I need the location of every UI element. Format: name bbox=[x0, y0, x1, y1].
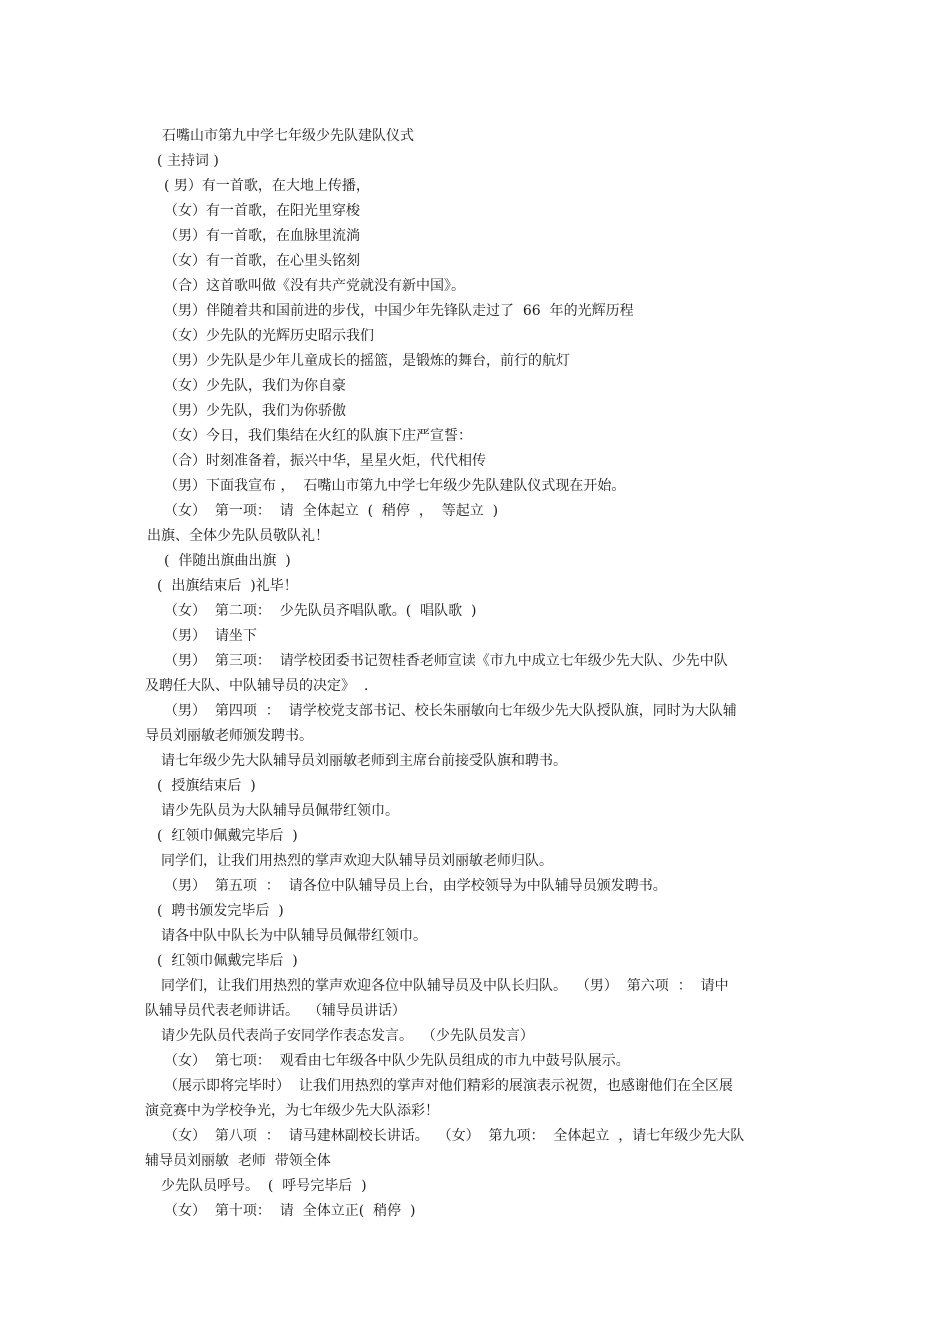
text-line: 演竞赛中为学校争光，为七年级少先大队添彩！ bbox=[145, 1103, 439, 1119]
text-line: （女）有一首歌，在心里头铭刻 bbox=[164, 253, 360, 269]
text-line: 出旗、全体少先队员敬队礼！ bbox=[147, 528, 329, 544]
text-line: （女） 第十项： 请 全体立正( 稍停 ) bbox=[164, 1203, 416, 1219]
document-title: 石嘴山市第九中学七年级少先队建队仪式 bbox=[162, 128, 414, 144]
text-line: 请七年级少先大队辅导员刘丽敏老师到主席台前接受队旗和聘书。 bbox=[161, 753, 567, 769]
text-line: 请少先队员代表尚子安同学作表态发言。 （少先队员发言） bbox=[161, 1028, 534, 1044]
text-line: ( 男）有一首歌，在大地上传播， bbox=[164, 178, 370, 194]
text-line: 导员刘丽敏老师颁发聘书。 bbox=[145, 728, 313, 744]
text-line: ( 授旗结束后 ) bbox=[157, 778, 256, 794]
text-line: ( 伴随出旗曲出旗 ) bbox=[164, 553, 291, 569]
text-line: （女） 第七项： 观看由七年级各中队少先队员组成的市九中鼓号队展示。 bbox=[164, 1053, 630, 1069]
text-line: （女）今日，我们集结在火红的队旗下庄严宣誓： bbox=[164, 428, 472, 444]
text-line: 请各中队中队长为中队辅导员佩带红领巾。 bbox=[161, 928, 427, 944]
text-line: ( 红领巾佩戴完毕后 ) bbox=[157, 828, 298, 844]
text-line: ( 红领巾佩戴完毕后 ) bbox=[157, 953, 298, 969]
text-line: （男） 请坐下 bbox=[164, 628, 257, 644]
document-body bbox=[145, 124, 810, 1224]
text-line: （合）时刻准备着，振兴中华，星星火炬，代代相传 bbox=[164, 453, 486, 469]
text-line: （男） 第三项： 请学校团委书记贺桂香老师宣读《市九中成立七年级少先大队、少先中队 bbox=[164, 653, 728, 669]
text-line: 同学们，让我们用热烈的掌声欢迎大队辅导员刘丽敏老师归队。 bbox=[161, 853, 553, 869]
text-line: （男）有一首歌，在血脉里流淌 bbox=[164, 228, 360, 244]
text-line: （男）少先队是少年儿童成长的摇篮，是锻炼的舞台，前行的航灯 bbox=[164, 353, 570, 369]
text-line: （男） 第四项 ： 请学校党支部书记、校长朱丽敏向七年级少先大队授队旗，同时为大队辅 bbox=[164, 703, 737, 719]
text-line: 同学们，让我们用热烈的掌声欢迎各位中队辅导员及中队长归队。 （男） 第六项 ： 请中 bbox=[161, 978, 729, 994]
text-line: ( 聘书颁发完毕后 ) bbox=[157, 903, 284, 919]
text-line: （男）少先队，我们为你骄傲 bbox=[164, 403, 346, 419]
text-line: （女） 第二项： 少先队员齐唱队歌。( 唱队歌 ) bbox=[164, 603, 477, 619]
text-line: （男）伴随着共和国前进的步伐，中国少年先锋队走过了 66 年的光辉历程 bbox=[164, 303, 634, 319]
text-line: （男） 第五项 ： 请各位中队辅导员上台，由学校领导为中队辅导员颁发聘书。 bbox=[164, 878, 667, 894]
text-line: （女） 第八项 ： 请马建林副校长讲话。 （女） 第九项： 全体起立 ，请七年级少先大队 bbox=[164, 1128, 745, 1144]
text-line: （男）下面我宣布 ， 石嘴山市第九中学七年级少先队建队仪式现在开始。 bbox=[164, 478, 626, 494]
text-line: （女）少先队，我们为你自豪 bbox=[164, 378, 346, 394]
text-line: 辅导员刘丽敏 老师 带领全体 bbox=[145, 1153, 331, 1169]
text-line: 及聘任大队、中队辅导员的决定》 . bbox=[145, 678, 369, 694]
text-line: ( 主持词 ) bbox=[157, 153, 219, 169]
text-line: （展示即将完毕时） 让我们用热烈的掌声对他们精彩的展演表示祝贺，也感谢他们在全区展 bbox=[164, 1078, 733, 1094]
text-line: （合）这首歌叫做《没有共产党就没有新中国》。 bbox=[164, 278, 465, 294]
text-line: （女）有一首歌，在阳光里穿梭 bbox=[164, 203, 360, 219]
text-line: （女）少先队的光辉历史昭示我们 bbox=[164, 328, 374, 344]
text-line: （女） 第一项： 请 全体起立 ( 稍停 ， 等起立 ) bbox=[164, 503, 499, 519]
text-line: ( 出旗结束后 )礼毕！ bbox=[157, 578, 298, 594]
text-line: 队辅导员代表老师讲话。 （辅导员讲话） bbox=[145, 1003, 406, 1019]
text-line: 请少先队员为大队辅导员佩带红领巾。 bbox=[161, 803, 399, 819]
text-line: 少先队员呼号。 ( 呼号完毕后 ) bbox=[161, 1178, 367, 1194]
